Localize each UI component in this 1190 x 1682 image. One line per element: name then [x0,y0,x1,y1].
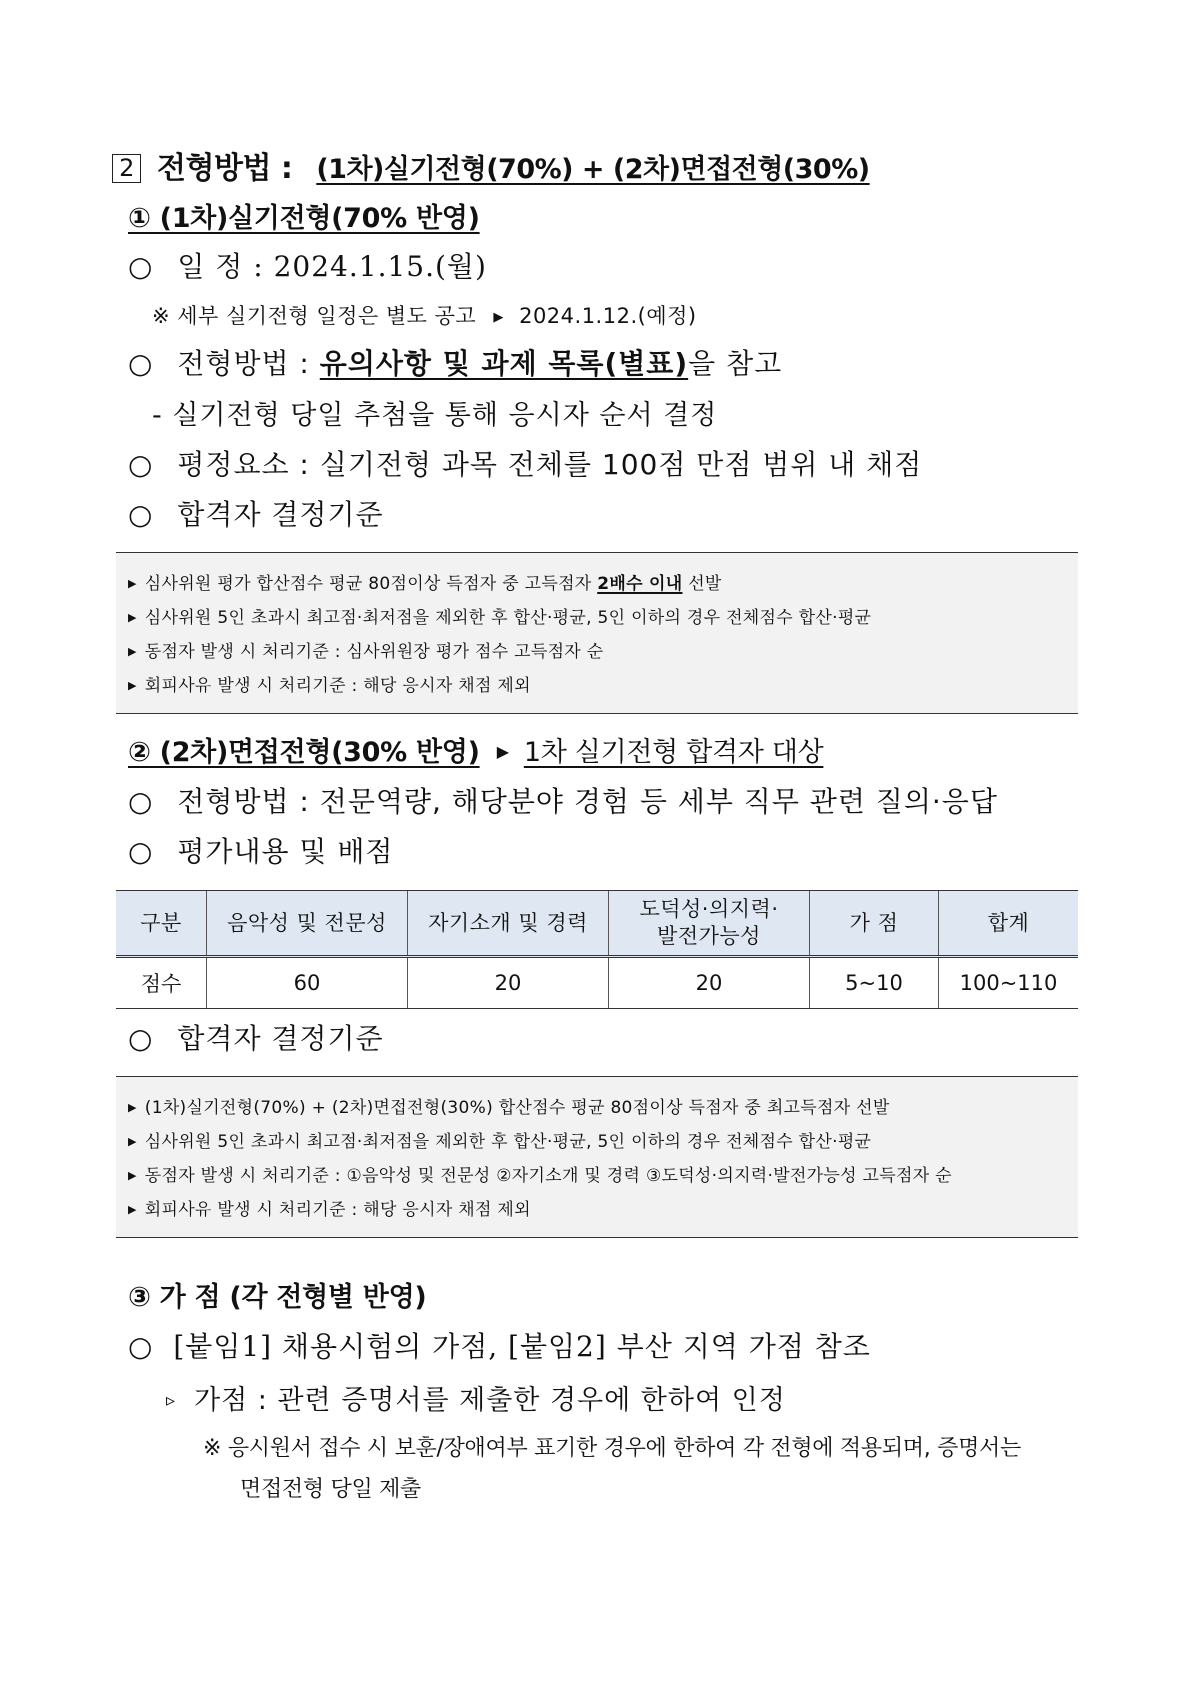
triangle-bullet-icon: ▶ [128,1203,137,1216]
interview-method-line [128,780,998,820]
small-triangle-icon: ▹ [166,1390,177,1411]
criteria-item: ▶ 심사위원 5인 초과시 최고점·최저점을 제외한 후 합산·평균, 5인 이하의 경우 전체점수 합산·평균 [128,608,872,628]
interview-pass-label: 합격자 결정기준 [177,1022,384,1055]
bullet-circle-icon: ○ [128,347,154,380]
triangle-bullet-icon: ▶ [128,611,137,624]
triangle-bullet-icon: ▶ [128,645,137,658]
schedule-note-date: 2024.1.12.(예정) [519,304,697,328]
criteria-item: ▶ 심사위원 5인 초과시 최고점·최저점을 제외한 후 합산·평균, 5인 이하의 경우 전체점수 합산·평균 [128,1132,872,1152]
criteria-item: ▶ 심사위원 평가 합산점수 평균 80점이상 득점자 중 고득점자 2배수 이내 선발 [128,574,722,594]
bonus-line2-text: 가점 : 관련 증명서를 제출한 경우에 한하여 인정 [194,1385,786,1416]
section-title: 전형방법 : [157,151,293,186]
table-header-row [116,891,1078,957]
pass-label: 합격자 결정기준 [177,498,384,531]
table-cell: 60 [207,957,408,1009]
triangle-bullet-icon: ▶ [128,1169,137,1182]
bullet-circle-icon: ○ [128,498,154,531]
bullet-circle-icon: ○ [128,448,154,481]
bullet-circle-icon: ○ [128,835,154,868]
section-heading [112,143,870,187]
criteria-item: ▶ 동점자 발생 시 처리기준 : 심사위원장 평가 점수 고득점자 순 [128,642,604,662]
table-cell: 점수 [116,957,207,1009]
method-label: 전형방법 : [177,347,310,380]
bullet-circle-icon: ○ [128,1330,154,1363]
pass-line [128,493,384,533]
bonus-heading: ③ 가 점 (각 전형별 반영) [128,1282,427,1313]
interview-method-text: 전형방법 : 전문역량, 해당분야 경험 등 세부 직무 관련 질의·응답 [177,785,998,818]
section-summary: (1차)실기전형(70%) + (2차)면접전형(30%) [316,154,870,185]
schedule-value: 2024.1.15.(월) [273,250,487,283]
table-header-cell: 합계 [939,891,1079,957]
table-cell: 20 [609,957,810,1009]
table-header-cell: 음악성 및 전문성 [207,891,408,957]
arrow-right-icon: ▶ [496,742,509,761]
bullet-circle-icon: ○ [128,785,154,818]
interview-eval-label: 평가내용 및 배점 [177,835,394,868]
criteria-item: ▶ (1차)실기전형(70%) + (2차)면접전형(30%) 합산점수 평균 80점이상 득점자 중 최고득점자 선발 [128,1098,890,1118]
bullet-circle-icon: ○ [128,1022,154,1055]
table-cell: 20 [408,957,609,1009]
schedule-note [152,300,697,330]
table-header-cell: 자기소개 및 경력 [408,891,609,957]
bonus-line1 [128,1325,871,1365]
table-cell: 5~10 [810,957,939,1009]
criteria-item: ▶ 회피사유 발생 시 처리기준 : 해당 응시자 채점 제외 [128,1200,531,1220]
bonus-note-line2: 면접전형 당일 제출 [240,1477,422,1502]
table-cell: 100~110 [939,957,1079,1009]
method-link: 유의사항 및 과제 목록(별표) [319,347,689,380]
score-table [116,890,1078,1009]
table-header-cell: 도덕성·의지력· 발전가능성 [609,891,810,957]
practical-heading: ① (1차)실기전형(70% 반영) [128,203,480,234]
eval-text: 평정요소 : 실기전형 과목 전체를 100점 만점 범위 내 채점 [177,448,923,481]
triangle-bullet-icon: ▶ [128,577,137,590]
schedule-note-text: ※ 세부 실기전형 일정은 별도 공고 [152,304,477,328]
interview-target: 1차 실기전형 합격자 대상 [523,737,824,768]
triangle-bullet-icon: ▶ [128,679,137,692]
criteria-item: ▶ 회피사유 발생 시 처리기준 : 해당 응시자 채점 제외 [128,676,531,696]
method-suffix: 을 참고 [688,347,783,380]
table-header-cell: 구분 [116,891,207,957]
bonus-line2 [166,1378,786,1417]
eval-line [128,443,922,483]
schedule-line [128,245,487,285]
interview-pass-line [128,1017,384,1057]
method-line [128,342,782,382]
schedule-label: 일 정 : [177,250,264,283]
bonus-line1-text: [붙임1] 채용시험의 가점, [붙임2] 부산 지역 가점 참조 [173,1330,871,1363]
method-sub: - 실기전형 당일 추첨을 통해 응시자 순서 결정 [152,400,718,431]
practical-criteria-box [116,552,1078,714]
triangle-bullet-icon: ▶ [128,1101,137,1114]
table-header-cell: 가 점 [810,891,939,957]
triangle-bullet-icon: ▶ [128,1135,137,1148]
interview-heading-title: ② (2차)면접전형(30% 반영) [128,737,480,768]
criteria-item: ▶ 동점자 발생 시 처리기준 : ①음악성 및 전문성 ②자기소개 및 경력 ③도덕성·의지력·발전가능성 고득점자 순 [128,1166,952,1186]
interview-heading [128,730,823,769]
bullet-circle-icon: ○ [128,250,154,283]
section-number-box: 2 [112,154,141,183]
table-row [116,957,1078,1009]
bonus-note-line1: ※ 응시원서 접수 시 보훈/장애여부 표기한 경우에 한하여 각 전형에 적용되며, 증명서는 [203,1436,1021,1461]
arrow-right-icon: ▶ [493,310,504,325]
interview-criteria-box [116,1076,1078,1238]
interview-eval-line [128,830,393,870]
